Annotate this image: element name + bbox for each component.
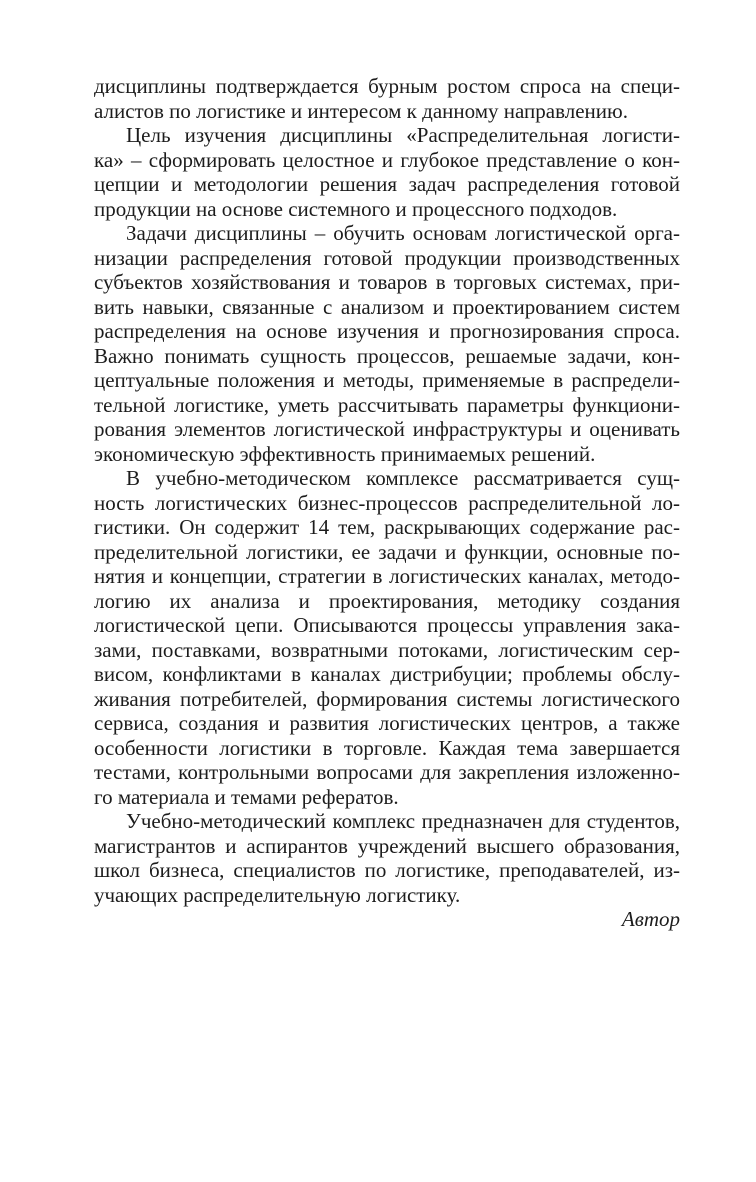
text-line: сервиса, создания и развития логистических центров, а также	[94, 711, 680, 735]
text-line: ность логистических бизнес-процессов распределительной ло-	[94, 490, 680, 515]
paragraph	[94, 809, 680, 907]
text-line: Задачи дисциплины – обучить основам логистической орга-	[126, 221, 680, 245]
author-signature: Автор	[621, 907, 680, 931]
text-line: цепции и методологии решения задач распределения готовой	[94, 172, 680, 196]
document-page	[94, 74, 680, 932]
text-line: Учебно-методический комплекс предназначен для студентов,	[126, 809, 680, 833]
text-line: вить навыки, связанные с анализом и проектированием систем	[94, 294, 680, 319]
text-line: логию их анализа и проектирования, методику создания	[94, 588, 680, 613]
text-line: логистической цепи. Описываются процессы управления зака-	[94, 613, 680, 637]
text-line: го материала и темами рефератов.	[94, 784, 399, 809]
text-line: рования элементов логистической инфраструктуры и оценивать	[94, 417, 680, 441]
text-line: учающих распределительную логистику.	[94, 882, 461, 907]
text-line: живания потребителей, формирования системы логистического	[94, 686, 680, 711]
text-line: пределительной логистики, ее задачи и функции, основные по-	[94, 539, 680, 564]
text-line: магистрантов и аспирантов учреждений высшего образования,	[94, 833, 680, 858]
text-line: висом, конфликтами в каналах дистрибуции; проблемы обслу-	[94, 662, 680, 686]
text-line: тельной логистике, уметь рассчитывать параметры функциони-	[94, 392, 680, 417]
text-line: низации распределения готовой продукции производственных	[94, 245, 680, 270]
text-line: субъектов хозяйствования и товаров в торговых системах, при-	[94, 270, 680, 294]
text-line: В учебно-методическом комплексе рассматривается сущ-	[126, 466, 680, 490]
paragraph	[94, 221, 680, 466]
text-line: продукции на основе системного и процессного подходов.	[94, 196, 618, 221]
text-line: цептуальные положения и методы, применяемые в распредели-	[94, 368, 680, 392]
paragraph	[94, 123, 680, 221]
text-line: распределения на основе изучения и прогнозирования спроса.	[94, 319, 680, 343]
text-line: Цель изучения дисциплины «Распределительная логисти-	[126, 123, 680, 147]
text-line: алистов по логистике и интересом к данному направлению.	[94, 98, 628, 123]
paragraph	[94, 466, 680, 809]
body-text	[94, 74, 680, 907]
text-line: нятия и концепции, стратегии в логистических каналах, методо-	[94, 564, 680, 588]
text-line: зами, поставками, возвратными потоками, логистическим сер-	[94, 637, 680, 662]
text-line: ка» – сформировать целостное и глубокое представление о кон-	[94, 147, 680, 172]
text-line: гистики. Он содержит 14 тем, раскрывающих содержание рас-	[94, 515, 680, 539]
text-line: школ бизнеса, специалистов по логистике, преподавателей, из-	[94, 858, 680, 882]
text-line: экономическую эффективность принимаемых решений.	[94, 441, 596, 466]
text-line: особенности логистики в торговле. Каждая тема завершается	[94, 735, 680, 760]
text-line: тестами, контрольными вопросами для закрепления изложенно-	[94, 760, 680, 784]
text-line: Важно понимать сущность процессов, решаемые задачи, кон-	[94, 343, 680, 368]
text-line: дисциплины подтверждается бурным ростом спроса на специ-	[94, 74, 680, 98]
paragraph	[94, 74, 680, 123]
